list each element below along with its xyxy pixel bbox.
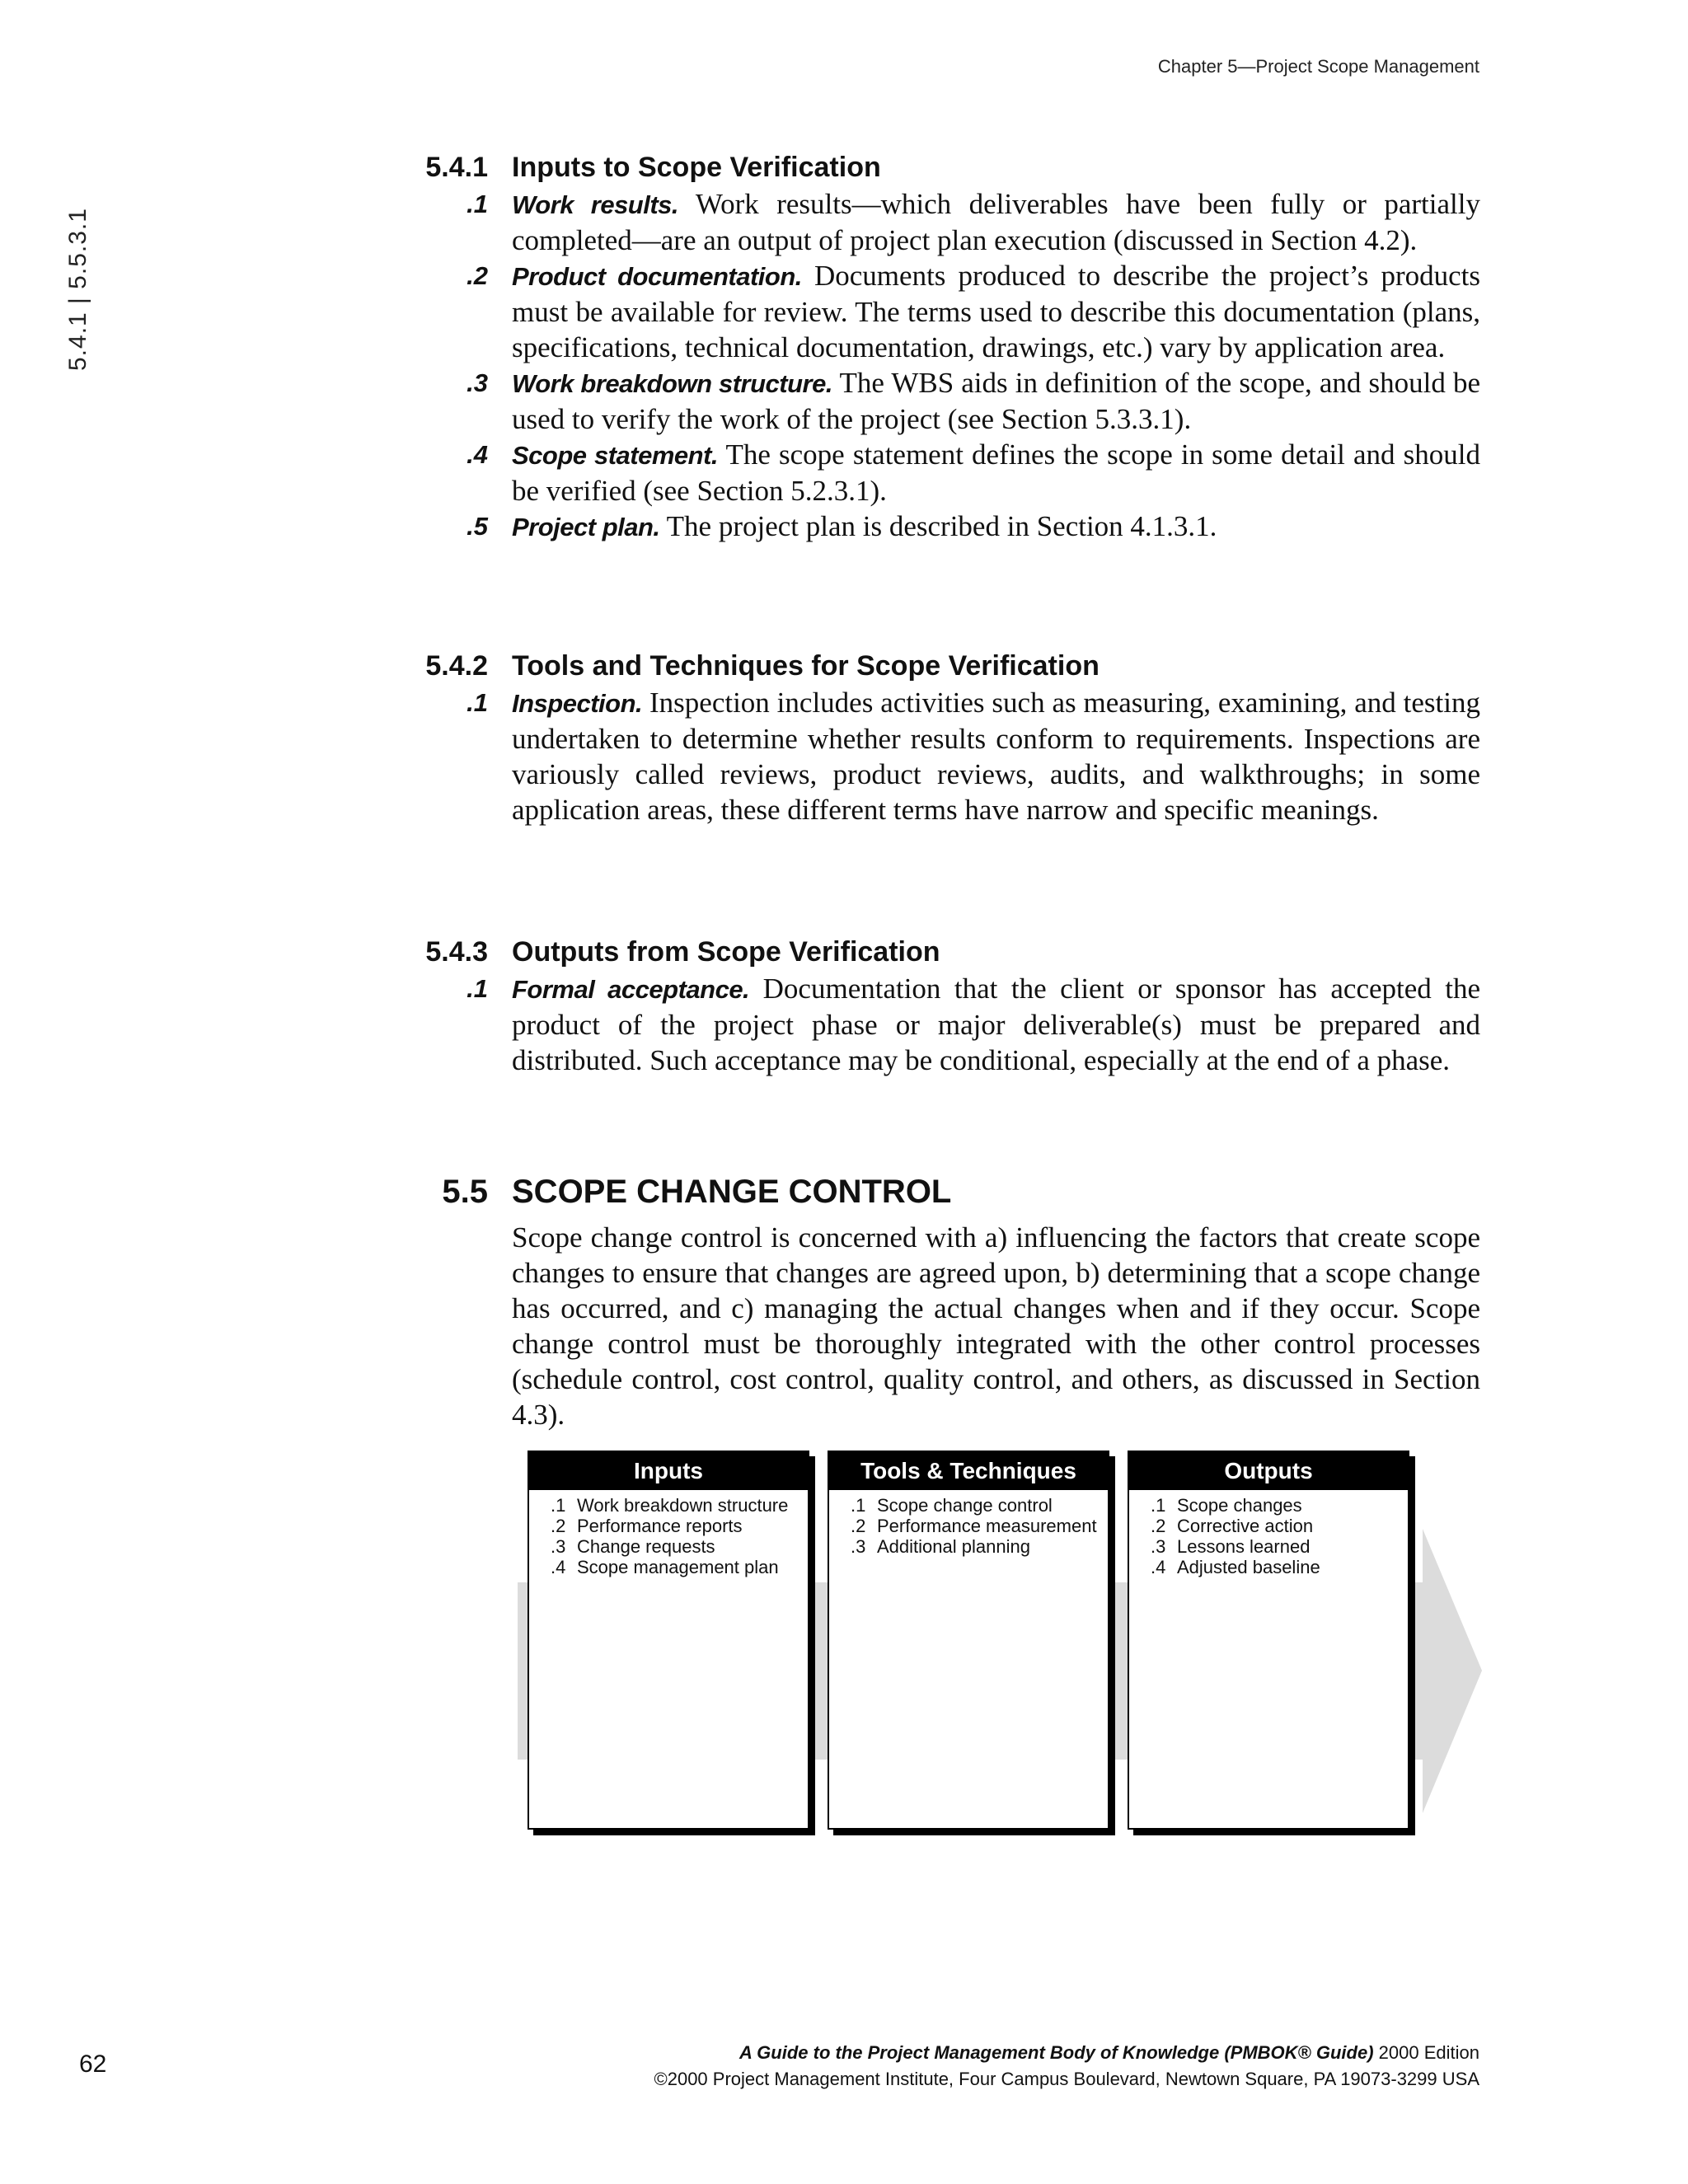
box-title: Tools & Techniques [829,1452,1108,1490]
item-term: Project plan. [512,513,660,541]
section-5-4-3 [417,933,1480,1078]
list-item [467,509,1480,545]
item-text: The WBS aids in definition of the scope, and should be used to verify the work of the project (see Section 5.3.3.1). [512,367,1480,435]
item-term: Product documentation. [512,262,802,291]
item-term: Scope statement. [512,441,719,470]
list-item: .4 Adjusted baseline [1151,1557,1320,1577]
section-number: 5.4.2 [425,650,488,682]
item-number: .4 [467,440,488,469]
list-item: .3 Change requests [551,1536,715,1557]
process-diagram [511,1451,1484,1838]
section-title: Inputs to Scope Verification [512,152,881,183]
list-item [467,186,1480,258]
list-item [467,365,1480,437]
item-text: Inspection includes activities such as measuring, examining, and testing undertaken to determine whether results conform to requirements. Inspections are variously called reviews, product reviews, audits, and walkthroughs; in some application areas, these different terms have narrow and specific meanings. [512,687,1480,826]
item-term: Inspection. [512,689,643,718]
footer-guide-title: A Guide to the Project Management Body of Knowledge (PMBOK® Guide) [739,2042,1374,2063]
list-item [467,437,1480,509]
list-item [467,258,1481,365]
major-section-title: SCOPE CHANGE CONTROL [512,1174,952,1210]
inputs-box [528,1451,809,1830]
list-item: .2 Performance measurement [851,1516,1097,1536]
section-heading [417,933,1480,971]
section-paragraph: Scope change control is concerned with a) influencing the factors that create scope changes to ensure that changes are agreed upon, b) determining that a scope change has occurred, and c) managing the actual changes when and if they occur. Scope change control must be thoroughly integrated with the other control processes (schedule control, cost control, quality control, and others, as discussed in Section 4.3). [512,1221,1480,1431]
box-title: Inputs [529,1452,808,1490]
list-item: .3 Lessons learned [1151,1536,1311,1557]
section-5-4-2 [417,647,1480,827]
section-number: 5.4.1 [425,152,488,183]
section-5-4-1 [417,148,1480,545]
item-number: .1 [467,190,488,218]
running-header: Chapter 5—Project Scope Management [1157,56,1479,77]
section-title: Tools and Techniques for Scope Verification [512,650,1100,682]
item-text: The project plan is described in Section 4.1.3.1. [666,510,1217,542]
section-number: 5.4.3 [425,936,488,968]
list-item: .1 Scope change control [851,1495,1053,1516]
item-term: Formal acceptance. [512,975,750,1004]
list-item: .3 Additional planning [851,1536,1030,1557]
arrow-head-icon [1423,1529,1482,1813]
section-title: Outputs from Scope Verification [512,936,940,968]
arrow-body-mid-1 [808,1582,829,1760]
item-number: .1 [467,688,488,717]
list-item [467,685,1480,827]
footer-edition: 2000 Edition [1378,2042,1479,2063]
section-heading [417,647,1480,685]
item-text: Documentation that the client or sponsor has accepted the product of the project phase or major deliverable(s) must be prepared and distributed. Such acceptance may be conditional, especially at the end of a phase. [512,972,1481,1076]
list-item: .1 Work breakdown structure [551,1495,789,1516]
major-section-number: 5.5 [442,1174,488,1210]
item-term: Work breakdown structure. [512,369,832,398]
outputs-box [1128,1451,1409,1830]
tools-techniques-box [828,1451,1109,1830]
item-term: Work results. [512,190,679,219]
item-text: Work results—which deliverables have been fully or partially completed—are an output of project plan execution (discussed in Section 4.2). [512,188,1480,256]
section-heading [417,148,1480,186]
side-tab: 5.4.1 | 5.5.3.1 [64,208,91,371]
box-title: Outputs [1129,1452,1408,1490]
item-text: Documents produced to describe the project’s products must be available for review. The terms used to describe this documentation (plans, specifications, technical documentation, drawings, etc.) vary by application area. [512,260,1481,363]
item-number: .2 [467,261,488,290]
item-number: .3 [467,368,488,397]
list-item: .2 Performance reports [551,1516,743,1536]
item-number: .1 [467,974,488,1003]
list-item: .4 Scope management plan [551,1557,779,1577]
list-item [467,971,1481,1078]
item-number: .5 [467,512,488,541]
item-text: The scope statement defines the scope in some detail and should be verified (see Section 5.2.3.1). [512,438,1480,507]
arrow-body-mid-2 [1108,1582,1129,1760]
page-number: 62 [79,2050,107,2078]
list-item: .2 Corrective action [1151,1516,1314,1536]
section-5-5 [417,1174,1480,1432]
footer-guide-line [739,2042,1479,2064]
list-item: .1 Scope changes [1151,1495,1302,1516]
major-heading [417,1174,1480,1220]
footer-copyright: ©2000 Project Management Institute, Four Campus Boulevard, Newtown Square, PA 19073-3299 USA [654,2069,1479,2089]
